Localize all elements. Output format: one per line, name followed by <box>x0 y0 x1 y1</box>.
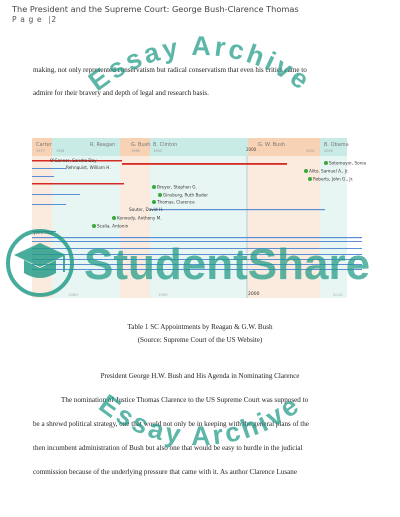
paragraph-1-line-1: making, not only represented conservatism but radical conservatism that even his critics came to <box>33 66 307 74</box>
page-header-title: The President and the Supreme Court: George Bush-Clarence Thomas <box>12 4 299 14</box>
era-year-gwbush: 2001 <box>306 149 315 153</box>
axis-tick-2010: 2010 <box>333 292 343 297</box>
paragraph-1-line-2: admire for their bravery and depth of legal and research basis. <box>33 89 209 97</box>
label-sotomayor: Sotomayor, Sonia <box>329 160 367 166</box>
label-souter: Souter, David H. <box>129 207 164 212</box>
axis-tick-2000: 2000 <box>248 292 260 297</box>
axis-tick-1990: 1990 <box>158 292 168 297</box>
era-label-clinton: B. Clinton <box>153 142 178 148</box>
label-roberts: Roberts, John G., Jr. <box>313 176 354 182</box>
label-alito: Alito, Samuel A., Jr. <box>309 168 349 174</box>
era-label-obama: B. Obama <box>324 142 349 148</box>
era-label-gbush: G. Bush <box>131 142 151 148</box>
watermark-arc-top: Essay Archive <box>83 30 318 97</box>
page-label: P a g e <box>12 15 43 24</box>
label-rehnquist: Rehnquist, William H. <box>66 165 111 170</box>
mortarboard-icon <box>8 231 72 295</box>
era-label-carter: Carter <box>36 142 52 148</box>
label-john-paul: John Paul <box>34 230 54 235</box>
label-thomas: Thomas, Clarence <box>157 199 195 205</box>
watermark-arc-bottom: Essay Archive <box>93 388 307 452</box>
label-oconnor: O'Connor, Sandra Day <box>50 158 97 163</box>
section-heading: President George H.W. Bush and His Agenda in Nominating Clarence <box>100 372 300 380</box>
paragraph-2-line-4: commission because of the underlying pressure that came with it. As author Clarence Lusane <box>33 468 297 476</box>
table-source: (Source: Supreme Court of the US Website) <box>137 336 263 344</box>
mid-year-marker: 2000 <box>246 147 257 152</box>
era-year-reagan: 1981 <box>56 149 65 153</box>
page-number: 2 <box>51 15 57 24</box>
label-breyer: Breyer, Stephen G. <box>157 184 197 190</box>
paragraph-2-line-3: then incumbent administration of Bush but also one that would be easy to hurdle in the judicial <box>33 444 303 452</box>
axis-tick-1980: 1980 <box>68 292 78 297</box>
era-year-carter: 1977 <box>36 149 45 153</box>
label-scalia: Scalia, Antonin <box>97 223 129 229</box>
era-label-gwbush: G. W. Bush <box>258 142 285 148</box>
page-separator: | <box>45 15 52 24</box>
paragraph-2-line-2: be a shrewd political strategy, one that would not only be in keeping with the general plans of the <box>33 420 309 428</box>
watermark-brand: StudentShare <box>84 240 371 289</box>
era-year-clinton: 1993 <box>153 149 162 153</box>
table-caption: Table 1 SC Appointments by Reagan & G.W. Bush <box>127 323 273 331</box>
era-label-reagan: R. Reagan <box>90 142 116 148</box>
paragraph-2-line-1: The nomination of Justice Thomas Clarence to the US Supreme Court was supposed to <box>61 396 309 404</box>
label-kennedy: Kennedy, Anthony M. <box>117 215 162 221</box>
label-ginsburg: Ginsburg, Ruth Bader <box>163 192 208 198</box>
era-year-gbush: 1989 <box>131 149 140 153</box>
era-year-obama: 2009 <box>324 149 333 153</box>
